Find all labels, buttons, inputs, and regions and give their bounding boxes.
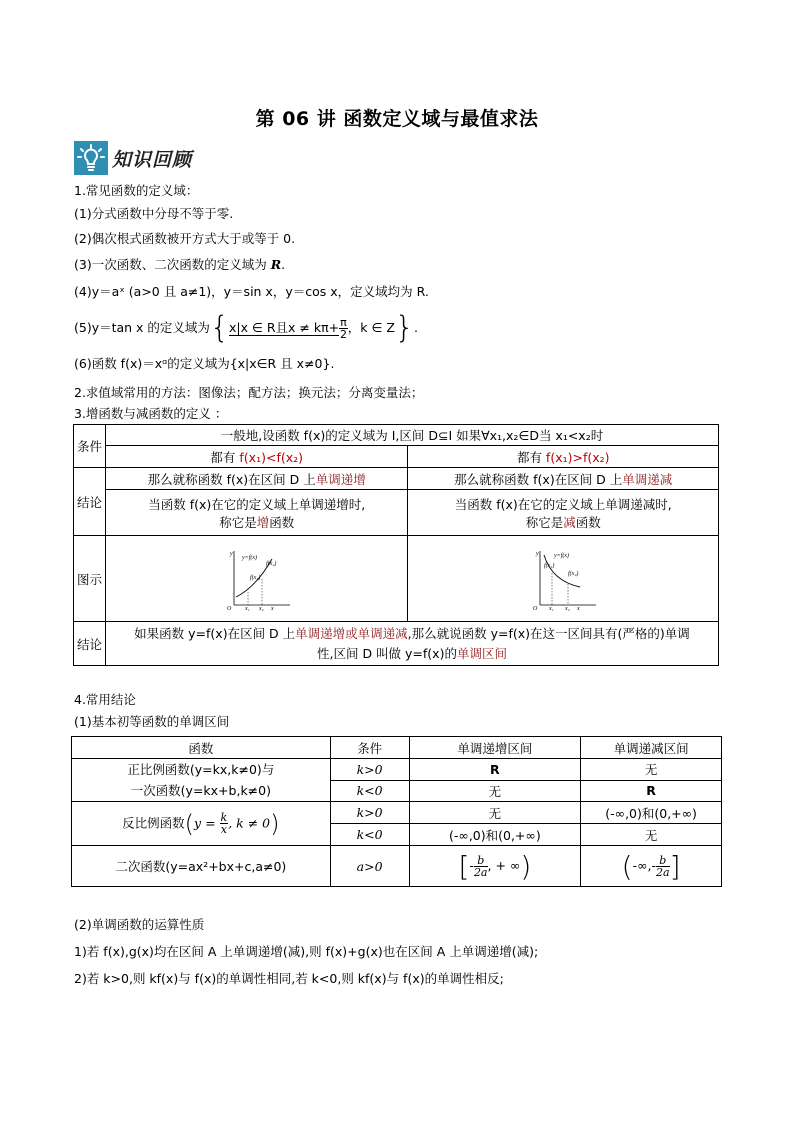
row-label-conclusion: 结论 (74, 468, 106, 536)
svg-text:O: O (533, 605, 538, 611)
quadratic-dec: (-∞,- $\frac{b}{2a}$ ] (581, 846, 722, 887)
row-label-figure: 图示 (74, 536, 106, 622)
row-label-conclusion-2: 结论 (74, 622, 106, 666)
decreasing-figure (408, 536, 719, 622)
monotonic-definition-table (73, 424, 719, 666)
svg-text:y: y (536, 550, 539, 557)
decreasing-conclusion: 那么就称函数 f(x)在区间 D 上单调递减 (408, 468, 719, 490)
reciprocal-k-pos-dec: (-∞,0)和(0,+∞) (581, 802, 722, 824)
header-condition: 条件 (330, 737, 409, 759)
decreasing-condition: 都有 f(x₁)>f(x₂) (408, 446, 719, 468)
linear-k-neg-dec: R (581, 780, 722, 802)
svg-text:x: x (577, 605, 580, 611)
linear-function-cell: 正比例函数(y=kx,k≠0)与 一次函数(y=kx+b,k≠0) (72, 759, 331, 802)
svg-text:x: x (270, 605, 274, 611)
svg-text:x₂: x₂ (565, 605, 570, 611)
knowledge-review-banner (74, 140, 192, 176)
svg-text:x₁: x₁ (549, 605, 554, 611)
section1-item6: (6)函数 f(x)＝xᵅ的定义域为{x|x∈R 且 x≠0}. (74, 356, 335, 371)
condition-main: 一般地,设函数 f(x)的定义域为 I,区间 D⊆I 如果∀x₁,x₂∈D当 x₁<x₂时 (105, 425, 718, 446)
increasing-conclusion: 那么就称函数 f(x)在区间 D 上单调递增 (105, 468, 408, 490)
section1-item1: (1)分式函数中分母不等于零. (74, 206, 234, 221)
section4-heading: 4.常用结论 (74, 692, 136, 707)
section4-sub2: (2)单调函数的运算性质 (74, 917, 205, 932)
svg-text:x₁: x₁ (244, 605, 250, 611)
linear-k-neg-inc: 无 (409, 780, 581, 802)
section1-item5: (5)y＝tan x 的定义域为{x|x ∈ R且x ≠ kπ+ $\frac{\pi}{2}$ ，k ∈ Z}. (74, 310, 418, 346)
reciprocal-k-neg-inc: (-∞,0)和(0,+∞) (409, 824, 581, 846)
svg-text:y=f(x): y=f(x) (241, 554, 257, 561)
section1-item2: (2)偶次根式函数被开方式大于或等于 0. (74, 231, 296, 246)
header-increasing: 单调递增区间 (409, 737, 581, 759)
increasing-function-def: 当函数 f(x)在它的定义域上单调递增时, 称它是增函数 (105, 490, 408, 536)
decreasing-function-def: 当函数 f(x)在它的定义域上单调递减时, 称它是减函数 (408, 490, 719, 536)
header-decreasing: 单调递减区间 (581, 737, 722, 759)
reciprocal-k-pos: k>0 (330, 802, 409, 824)
banner-text: 知识回顾 (112, 148, 193, 171)
reciprocal-k-neg-dec: 无 (581, 824, 722, 846)
section1-item3: (3)一次函数、二次函数的定义域为 R. (74, 257, 286, 272)
monotonic-intervals-table (71, 736, 722, 887)
reciprocal-k-neg: k<0 (330, 824, 409, 846)
row-label-condition: 条件 (74, 425, 106, 468)
svg-text:f(x₂): f(x₂) (568, 570, 579, 577)
section2-heading: 2.求值域常用的方法：图像法；配方法；换元法；分离变量法； (74, 385, 424, 400)
reciprocal-function-cell: 反比例函数(y = $\frac{k}{x}$ , k ≠ 0) (72, 802, 331, 846)
section4-property1: 1)若 f(x),g(x)均在区间 A 上单调递增(减),则 f(x)+g(x)也在区间 A 上单调递增(减); (74, 944, 539, 959)
svg-text:x₂: x₂ (258, 605, 264, 611)
svg-text:O: O (226, 605, 232, 611)
svg-text:y=f(x): y=f(x) (554, 552, 570, 559)
section4-sub1: (1)基本初等函数的单调区间 (74, 714, 230, 729)
svg-text:y: y (229, 550, 233, 557)
page-title: 第 06 讲 函数定义域与最值求法 (255, 108, 539, 130)
linear-k-pos-dec: 无 (581, 759, 722, 781)
svg-text:f(x₁): f(x₁) (544, 562, 555, 569)
svg-text:f(x₁): f(x₁) (249, 574, 261, 581)
lightbulb-icon (74, 141, 108, 175)
quadratic-inc: [- $\frac{b}{2a}$ , + ∞) (409, 846, 581, 887)
header-function: 函数 (72, 737, 331, 759)
linear-k-pos-inc: R (409, 759, 581, 781)
decreasing-graph (528, 547, 598, 611)
section4-property2: 2)若 k>0,则 kf(x)与 f(x)的单调性相同,若 k<0,则 kf(x)与 f(x)的单调性相反; (74, 971, 504, 986)
linear-k-pos: k>0 (330, 759, 409, 781)
svg-text:f(x₂): f(x₂) (265, 560, 277, 567)
section3-heading: 3.增函数与减函数的定义 ： (74, 406, 228, 421)
quadratic-a-pos: a>0 (330, 846, 409, 887)
increasing-figure (105, 536, 408, 622)
increasing-condition: 都有 f(x₁)<f(x₂) (105, 446, 408, 468)
quadratic-function-cell: 二次函数(y=ax²+bx+c,a≠0) (72, 846, 331, 887)
reciprocal-k-pos-inc: 无 (409, 802, 581, 824)
monotonic-interval-definition: 如果函数 y=f(x)在区间 D 上单调递增或单调递减,那么就说函数 y=f(x)在这一区间具有(严格的)单调 性,区间 D 叫做 y=f(x)的单调区间 (105, 622, 718, 666)
section1-heading: 1.常见函数的定义域： (74, 183, 199, 198)
increasing-graph (222, 547, 292, 611)
section1-item4: (4)y＝aˣ (a>0 且 a≠1)，y＝sin x，y＝cos x，定义域均为 R. (74, 284, 429, 299)
linear-k-neg: k<0 (330, 780, 409, 802)
